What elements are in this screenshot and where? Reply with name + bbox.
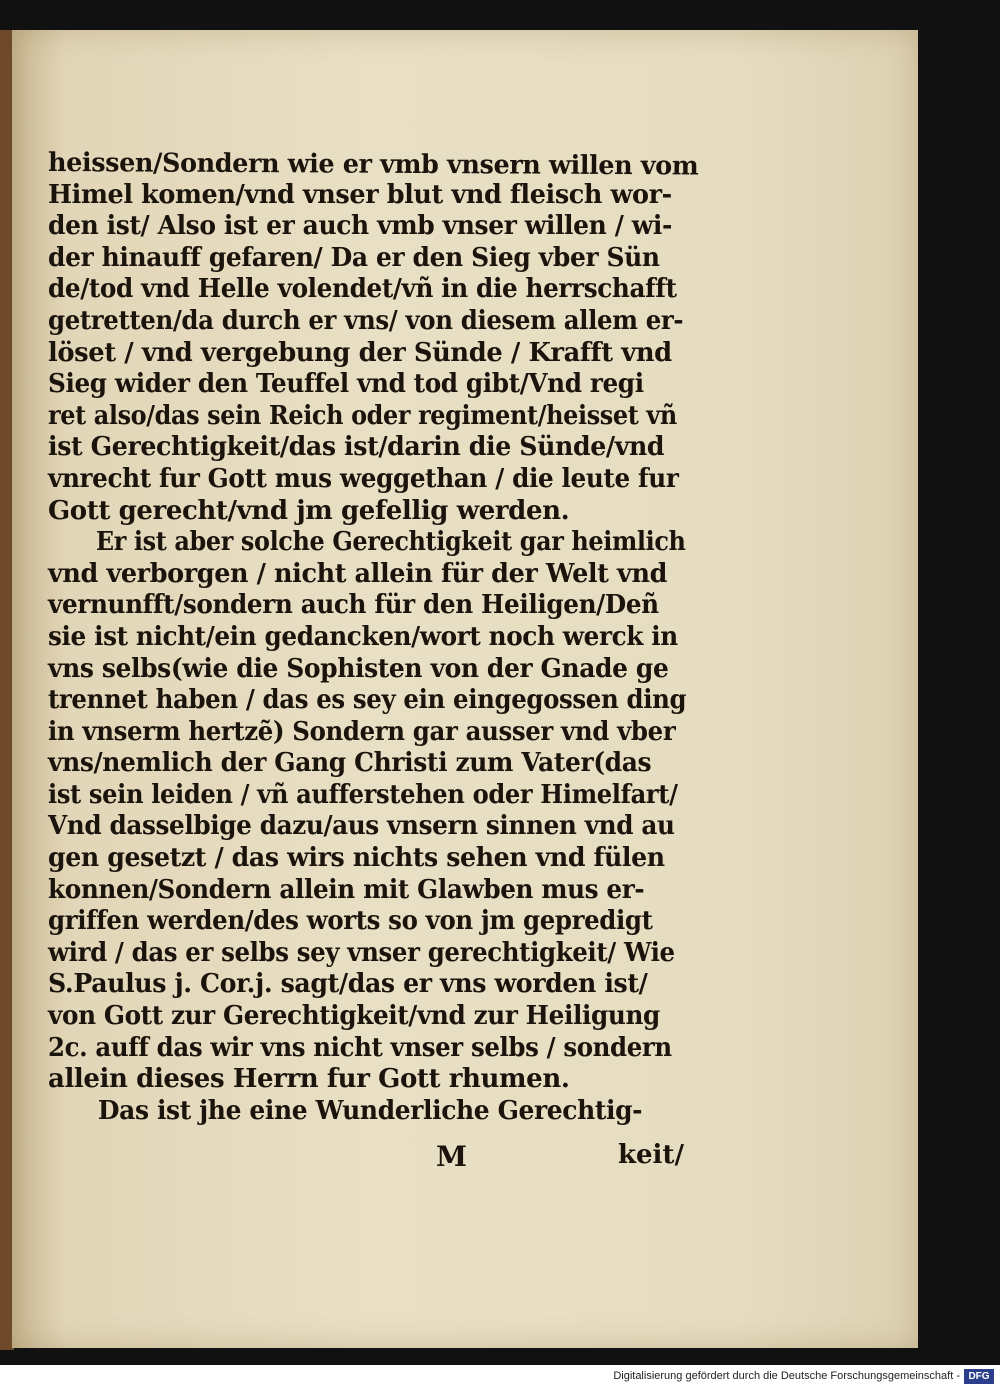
text-line: löset / vnd vergebung der Sünde / Krafft vnd: [48, 337, 672, 368]
text-line: heissen/Sondern wie er vmb vnsern willen vom: [47, 148, 699, 182]
text-line: Sieg wider den Teuffel vnd tod gibt/Vnd regi: [48, 369, 644, 400]
credit-bar: [0, 1365, 1000, 1389]
dfg-logo: DFG: [964, 1369, 994, 1384]
text-line: in vnserm hertzẽ) Sondern gar ausser vnd vber: [48, 716, 676, 747]
text-line: wird / das er selbs sey vnser gerechtigkeit/ Wie: [48, 937, 675, 968]
text-line: sie ist nicht/ein gedancken/wort noch werck in: [48, 621, 678, 652]
text-line: Das ist jhe eine Wunderliche Gerechtig-: [97, 1095, 643, 1126]
text-line: Er ist aber solche Gerechtigkeit gar heimlich: [95, 527, 686, 558]
text-line: Himel komen/vnd vnser blut vnd fleisch wor-: [48, 179, 672, 210]
text-line: der hinauff gefaren/ Da er den Sieg vber Sün: [48, 242, 660, 273]
book-page: [12, 30, 918, 1348]
text-line: S.Paulus j. Cor.j. sagt/das er vns worden ist/: [48, 969, 648, 1000]
text-line: Gott gerecht/vnd jm gefellig werden.: [48, 495, 570, 526]
text-line: gen gesetzt / das wirs nichts sehen vnd fülen: [48, 843, 665, 874]
text-line: getretten/da durch er vns/ von diesem allem er-: [48, 305, 684, 336]
text-line: vernunfft/sondern auch für den Heiligen/Deñ: [48, 590, 659, 621]
catchword: keit/: [618, 1140, 684, 1170]
text-line: Vnd dasselbige dazu/aus vnsern sinnen vnd au: [48, 811, 675, 842]
text-line: ist Gerechtigkeit/das ist/darin die Sünde/vnd: [48, 432, 665, 463]
page-text: [48, 148, 728, 1127]
text-line: von Gott zur Gerechtigkeit/vnd zur Heiligung: [48, 1001, 660, 1032]
text-line: vnd verborgen / nicht allein für der Welt vnd: [48, 558, 668, 589]
text-line: 2c. auff das wir vns nicht vnser selbs / sondern: [48, 1032, 672, 1063]
text-line: griffen werden/des worts so von jm gepredigt: [48, 906, 653, 937]
text-line: vnrecht fur Gott mus weggethan / die leute fur: [48, 463, 679, 494]
text-line: trennet haben / das es sey ein eingegossen ding: [48, 685, 687, 716]
text-line: de/tod vnd Helle volendet/vñ in die herrschafft: [48, 274, 677, 305]
funding-credit: Digitalisierung gefördert durch die Deutsche Forschungsgemeinschaft -: [613, 1370, 960, 1382]
text-line: den ist/ Also ist er auch vmb vnser willen / wi-: [48, 211, 672, 242]
text-line: ist sein leiden / vñ aufferstehen oder Himelfart/: [48, 779, 678, 810]
signature-mark: M: [436, 1140, 467, 1173]
text-line: allein dieses Herrn fur Gott rhumen.: [48, 1064, 570, 1095]
text-line: konnen/Sondern allein mit Glawben mus er-: [48, 874, 645, 905]
text-line: vns selbs(wie die Sophisten von der Gnade ge: [48, 653, 669, 684]
text-line: vns/nemlich der Gang Christi zum Vater(das: [48, 748, 652, 779]
page-footer: [48, 1140, 728, 1176]
text-line: ret also/das sein Reich oder regiment/heisset vñ: [48, 400, 677, 431]
